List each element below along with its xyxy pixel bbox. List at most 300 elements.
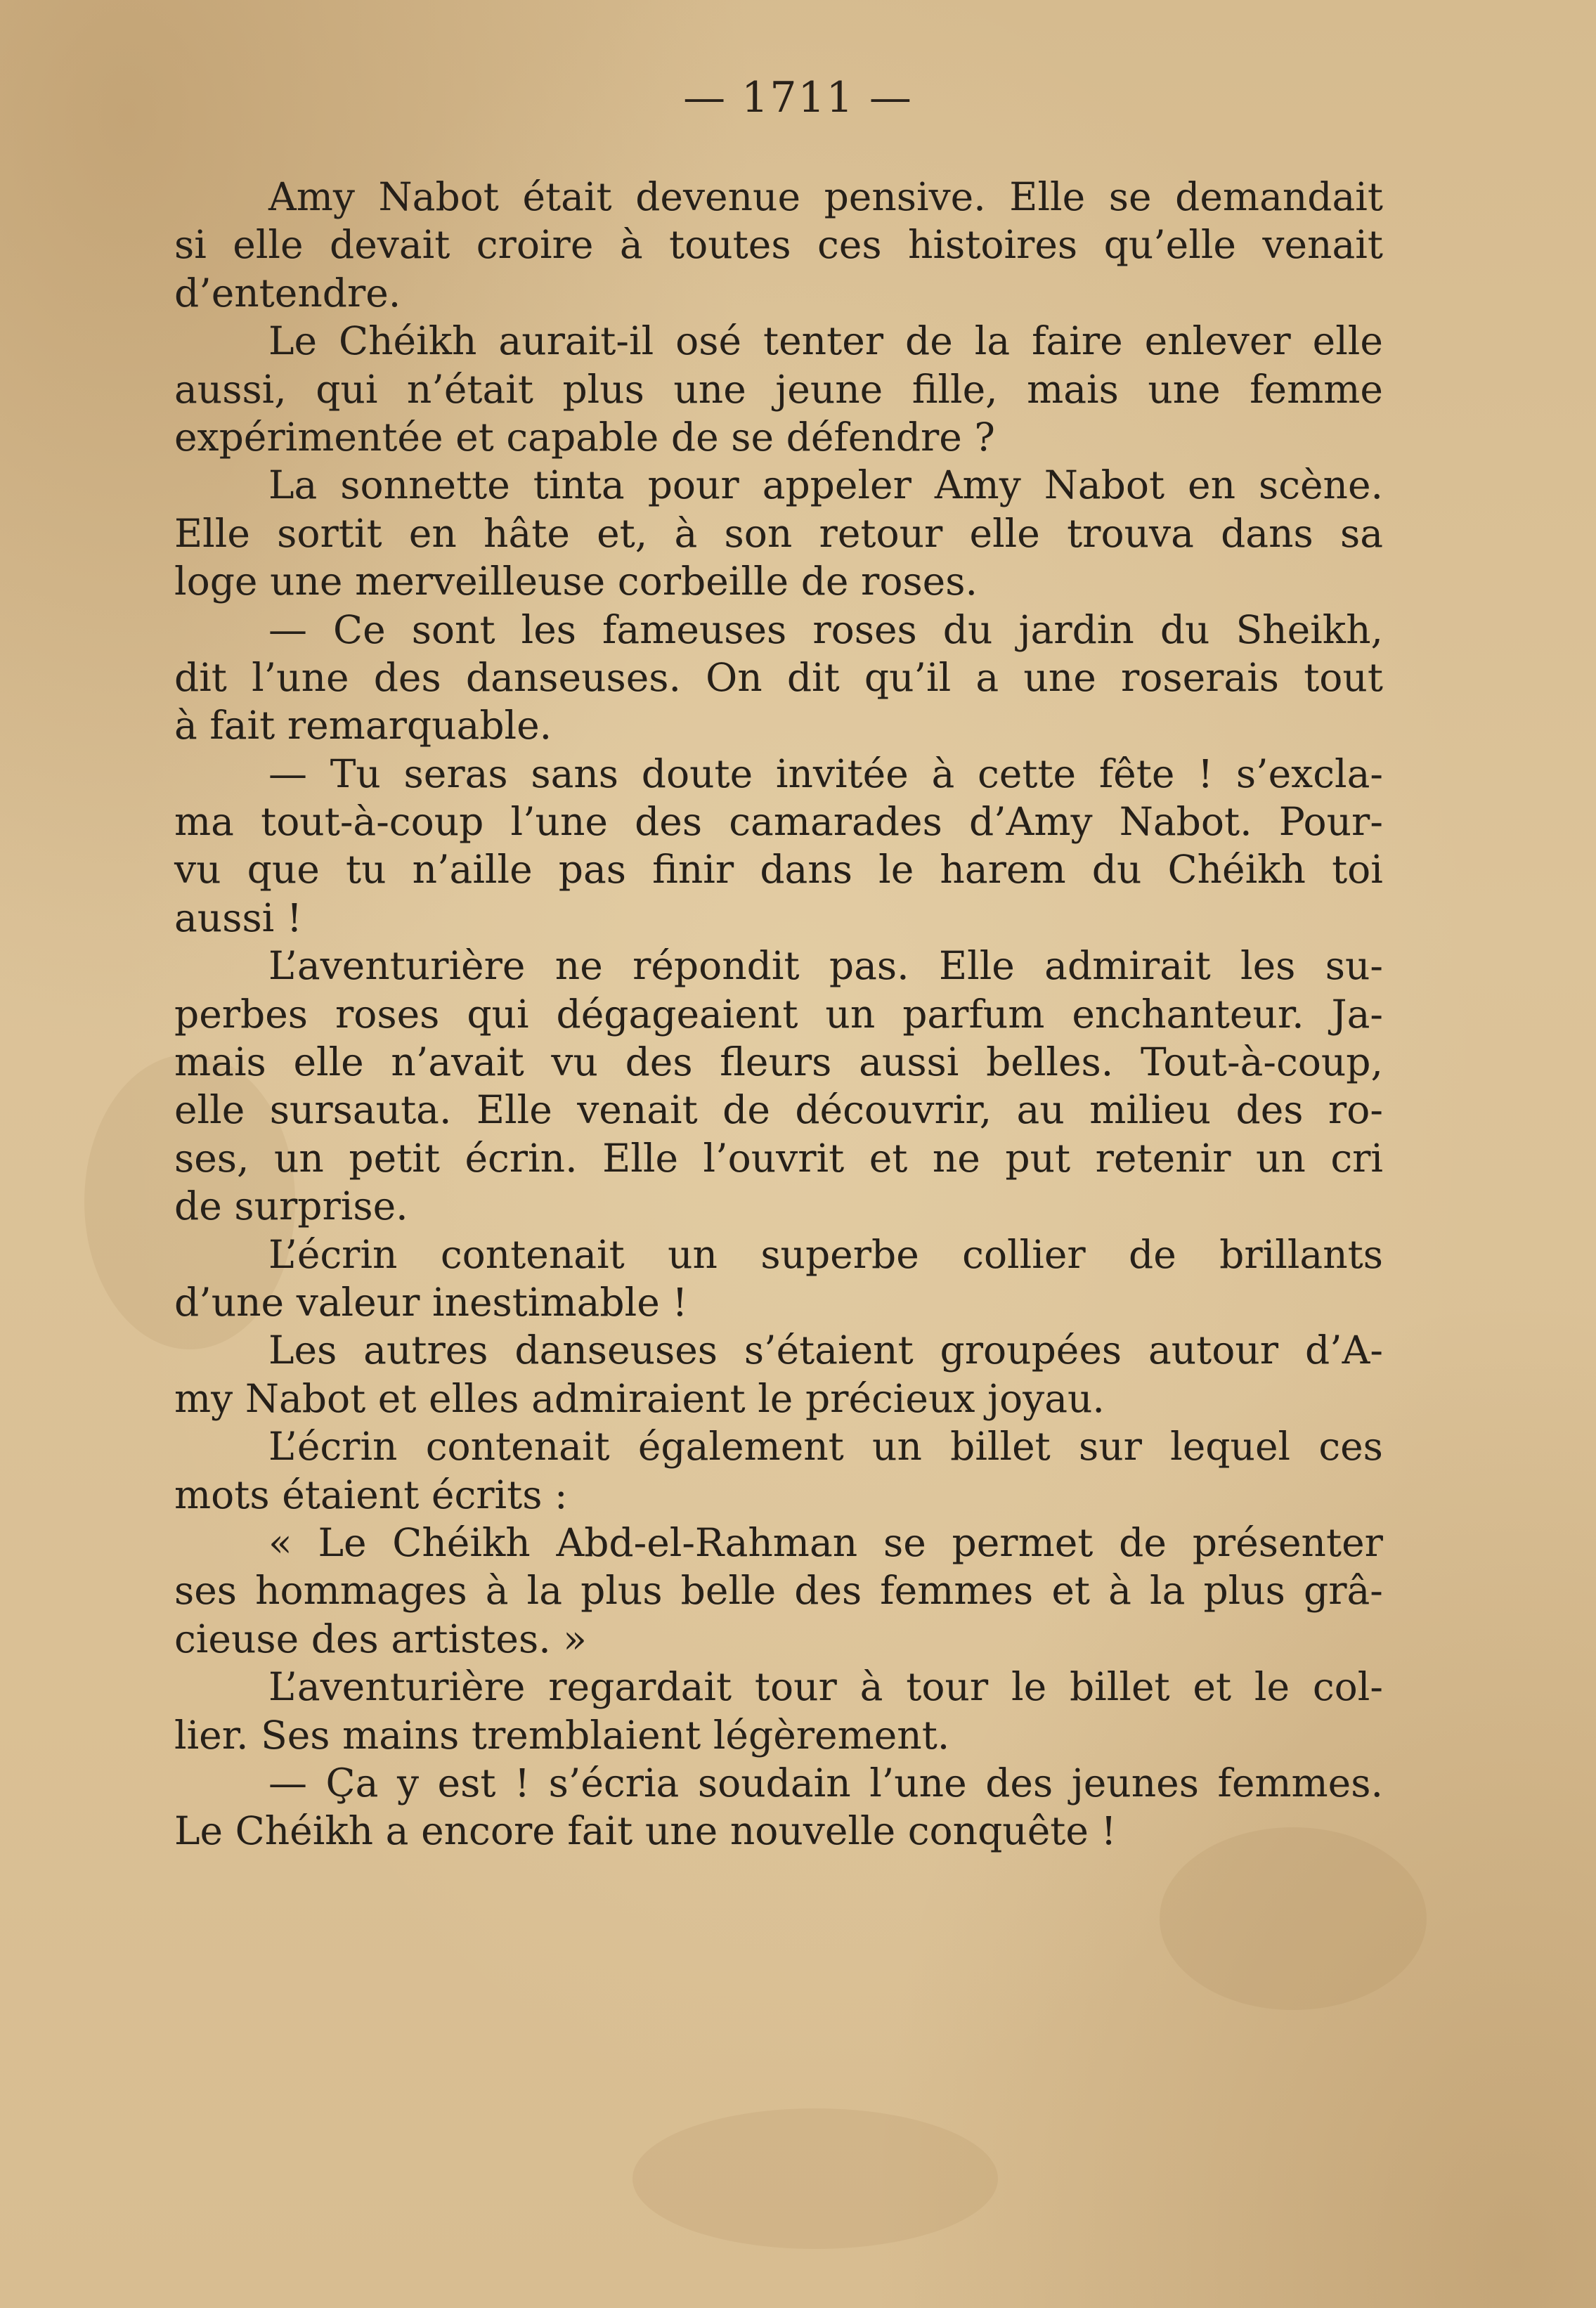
word: femmes [880, 1568, 1034, 1614]
word: y [396, 1760, 420, 1805]
word: une [1023, 654, 1096, 700]
word: également [637, 1424, 844, 1470]
word: Nabot [378, 174, 499, 219]
word: fameuses [602, 607, 787, 652]
word: conquête [907, 1808, 1089, 1854]
word: faire [1032, 318, 1123, 364]
word: surprise. [234, 1184, 408, 1229]
text-line [174, 942, 1383, 990]
word: présenter [1192, 1519, 1383, 1565]
word: répondit [632, 943, 800, 989]
word: roserais [1120, 654, 1280, 700]
text-line [174, 1182, 1383, 1230]
word: artistes. [391, 1616, 551, 1661]
word: son [724, 510, 793, 556]
word: le [1254, 1664, 1290, 1710]
word: joyau. [987, 1375, 1105, 1421]
word: sa [1339, 510, 1383, 556]
text-line [174, 750, 1383, 798]
word: groupées [940, 1328, 1122, 1373]
word: belle [680, 1568, 777, 1614]
word: billet [1069, 1664, 1170, 1710]
word: au [1016, 1087, 1065, 1133]
word: un [872, 1424, 922, 1470]
word: elle [1312, 318, 1383, 364]
word: Abd-el-Rahman [556, 1519, 858, 1565]
word: à [174, 703, 197, 748]
word: un [1255, 1135, 1306, 1181]
word: pas. [829, 943, 909, 989]
word: de [670, 414, 719, 460]
word: harem [940, 847, 1066, 893]
word: sortit [277, 510, 382, 556]
word: my [174, 1375, 233, 1421]
word: — [268, 607, 307, 652]
word: enlever [1144, 318, 1291, 364]
word: ne [554, 943, 603, 989]
word: retenir [1095, 1135, 1231, 1181]
word: Chéikh [1167, 847, 1306, 893]
word: tour [906, 1664, 989, 1710]
word: n’était [406, 366, 533, 412]
word: Chéikh [339, 318, 477, 364]
word: su- [1325, 943, 1383, 989]
word: soudain [697, 1760, 851, 1805]
word: milieu [1089, 1087, 1212, 1133]
word: lier. [174, 1712, 249, 1758]
word: sur [1078, 1424, 1142, 1470]
word: des [625, 1039, 693, 1085]
word: dit [174, 654, 227, 700]
word: scène. [1258, 462, 1383, 508]
word: une [644, 1808, 718, 1854]
word: qui [316, 366, 378, 412]
text-line [174, 606, 1383, 654]
word: une [673, 366, 746, 412]
word: pas [558, 847, 627, 893]
word: roses. [861, 559, 978, 604]
word: vu [551, 1039, 598, 1085]
word: plus [562, 366, 644, 412]
word: si [174, 222, 207, 268]
word: fleurs [720, 1039, 832, 1085]
word: hommages [255, 1568, 467, 1614]
word: cieuse [174, 1616, 299, 1661]
word: femme [1250, 366, 1383, 412]
word: admirait [1044, 943, 1211, 989]
word: hâte [484, 510, 570, 556]
word: mots [174, 1472, 270, 1517]
word: Nabot [1044, 462, 1165, 508]
word: d’une [174, 1279, 285, 1325]
word: sursauta. [269, 1087, 452, 1133]
word: Pour- [1278, 799, 1383, 845]
word: vu [174, 847, 221, 893]
word: brillants [1219, 1231, 1383, 1277]
word: ces [1318, 1424, 1383, 1470]
word: tremblaient [471, 1712, 701, 1758]
word: capable [506, 414, 659, 460]
word: ! [672, 1279, 688, 1325]
word: grâ- [1303, 1568, 1383, 1614]
word: en [408, 510, 457, 556]
text-line [174, 1615, 1383, 1663]
word: ! [1198, 751, 1214, 796]
word: femmes. [1217, 1760, 1383, 1805]
word: se [731, 414, 774, 460]
word: ! [1101, 1808, 1117, 1854]
word: appeler [762, 462, 911, 508]
body-text [174, 173, 1383, 1855]
word: à [674, 510, 698, 556]
word: plus [580, 1568, 663, 1614]
word: roses [812, 607, 917, 652]
word: ses, [174, 1135, 249, 1181]
word: a [975, 654, 999, 700]
word: découvrir, [795, 1087, 992, 1133]
word: Ja- [1331, 991, 1383, 1037]
word: à [619, 222, 643, 268]
word: billet [950, 1424, 1051, 1470]
word: s’écria [548, 1760, 680, 1805]
word: les [521, 607, 576, 652]
word: sont [411, 607, 495, 652]
word: put [1005, 1135, 1071, 1181]
word: la [974, 318, 1011, 364]
word: dans [760, 847, 852, 893]
word: défendre [786, 414, 962, 460]
word: et [1051, 1568, 1091, 1614]
word: : [554, 1472, 568, 1517]
word: est [437, 1760, 496, 1805]
word: à [859, 1664, 883, 1710]
word: inestimable [432, 1279, 660, 1325]
word: fête [1098, 751, 1175, 796]
word: regardait [548, 1664, 732, 1710]
text-line [174, 1086, 1383, 1134]
word: parfum [902, 991, 1045, 1037]
word: écrits [431, 1472, 543, 1517]
word: du [942, 607, 993, 652]
word: toutes [669, 222, 791, 268]
word: perbes [174, 991, 309, 1037]
word: tenter [763, 318, 884, 364]
word: Elle [476, 1087, 552, 1133]
word: s’étaient [744, 1328, 914, 1373]
word: L’aventurière [268, 943, 526, 989]
word: des [794, 1568, 862, 1614]
word: de [905, 318, 953, 364]
word: se [1108, 174, 1152, 219]
text-line [174, 173, 1383, 221]
word: mais [174, 1039, 266, 1085]
word: Nabot [245, 1375, 366, 1421]
word: s’excla- [1235, 751, 1383, 796]
word: invitée [775, 751, 909, 796]
word: de [174, 1184, 222, 1229]
text-line [174, 1471, 1383, 1519]
text-line [174, 654, 1383, 701]
word: se [883, 1519, 926, 1565]
word: elle [174, 1087, 245, 1133]
word: dégageaient [556, 991, 798, 1037]
word: contenait [425, 1424, 610, 1470]
word: cri [1330, 1135, 1383, 1181]
word: une [1148, 366, 1221, 412]
word: superbe [760, 1231, 919, 1277]
word: Tout-à-coup, [1140, 1039, 1383, 1085]
word: en [1188, 462, 1236, 508]
word: L’écrin [268, 1424, 398, 1470]
text-line [174, 461, 1383, 509]
word: enchanteur. [1072, 991, 1304, 1037]
word: l’une [510, 799, 608, 845]
word: à [485, 1568, 509, 1614]
word: Amy [934, 462, 1021, 508]
word: Tu [330, 751, 381, 796]
text-line [174, 317, 1383, 365]
word: aussi [174, 895, 275, 940]
word: expérimentée [174, 414, 443, 460]
text-line [174, 1278, 1383, 1326]
word: Le [268, 318, 318, 364]
word: l’ouvrit [703, 1135, 845, 1181]
word: devenue [635, 174, 800, 219]
word: des [635, 799, 703, 845]
word: du [1091, 847, 1142, 893]
word: ma [174, 799, 234, 845]
word: précieux [805, 1375, 975, 1421]
text-line [174, 221, 1383, 268]
word: le [878, 847, 914, 893]
word: qu’elle [1103, 222, 1236, 268]
word: ! [514, 1760, 531, 1805]
word: d’entendre. [174, 270, 401, 316]
word: Elle [938, 943, 1015, 989]
word: à [1108, 1568, 1131, 1614]
word: danseuses [514, 1328, 718, 1373]
word: ? [974, 414, 995, 460]
word: toi [1332, 847, 1383, 893]
word: histoires [908, 222, 1078, 268]
text-line [174, 1375, 1383, 1422]
text-line [174, 365, 1383, 413]
text-line [174, 1038, 1383, 1086]
word: autres [363, 1328, 488, 1373]
text-line [174, 990, 1383, 1038]
word: aurait-il [498, 318, 654, 364]
word: dit [786, 654, 840, 700]
word: était [522, 174, 612, 219]
word: sonnette [340, 462, 510, 508]
word: fait [209, 703, 275, 748]
word: plus [1203, 1568, 1285, 1614]
word: la [1149, 1568, 1186, 1614]
word: mains [342, 1712, 460, 1758]
word: ro- [1328, 1087, 1383, 1133]
word: de [722, 1087, 770, 1133]
word: et, [597, 510, 648, 556]
text-line [174, 1663, 1383, 1711]
word: ces [817, 222, 882, 268]
word: roses [335, 991, 440, 1037]
text-line [174, 413, 1383, 461]
word: de [1129, 1231, 1176, 1277]
text-line [174, 1567, 1383, 1614]
word: des [1235, 1087, 1304, 1133]
text-line [174, 510, 1383, 557]
word: un [668, 1231, 718, 1277]
word: osé [675, 318, 742, 364]
word: et [377, 1375, 417, 1421]
word: du [1160, 607, 1210, 652]
word: Le [174, 1808, 223, 1854]
word: venait [1262, 222, 1383, 268]
word: le [1011, 1664, 1047, 1710]
word: L’écrin [268, 1231, 398, 1277]
word: doute [641, 751, 753, 796]
word: Elle [1009, 174, 1086, 219]
word: » [563, 1616, 587, 1661]
word: à [931, 751, 955, 796]
word: nouvelle [729, 1808, 896, 1854]
word: Le [318, 1519, 367, 1565]
word: de [800, 559, 849, 604]
text-line [174, 845, 1383, 893]
word: « [268, 1519, 292, 1565]
word: de [1119, 1519, 1167, 1565]
word: venait [577, 1087, 698, 1133]
word: camarades [729, 799, 942, 845]
word: merveilleuse [355, 559, 606, 604]
word: la [526, 1568, 563, 1614]
word: retour [819, 510, 943, 556]
text-line [174, 1759, 1383, 1807]
word: Ce [333, 607, 386, 652]
word: tout [1304, 654, 1383, 700]
word: d’A- [1304, 1328, 1383, 1373]
word: valeur [296, 1279, 420, 1325]
word: qu’il [864, 654, 952, 700]
word: pour [647, 462, 739, 508]
word: a [385, 1808, 409, 1854]
text-line [174, 1326, 1383, 1374]
word: — [268, 751, 307, 796]
word: elles [429, 1375, 519, 1421]
text-line [174, 1231, 1383, 1278]
word: encore [421, 1808, 555, 1854]
word: pensive. [824, 174, 986, 219]
text-line [174, 798, 1383, 845]
word: remarquable. [287, 703, 552, 748]
word: col- [1312, 1664, 1383, 1710]
word: Ses [261, 1712, 330, 1758]
word: légèrement. [713, 1712, 950, 1758]
word: tout-à-coup [261, 799, 484, 845]
word: aussi [859, 1039, 959, 1085]
word: jeunes [1071, 1760, 1199, 1805]
word: La [268, 462, 318, 508]
word: L’aventurière [268, 1664, 526, 1710]
word: elle [233, 222, 304, 268]
word: et [869, 1135, 908, 1181]
word: tour [754, 1664, 837, 1710]
word: devait [329, 222, 450, 268]
word: croire [476, 222, 594, 268]
word: l’une [869, 1760, 967, 1805]
paper-stain [632, 2108, 998, 2249]
word: mais [1027, 366, 1119, 412]
word: jeune [775, 366, 883, 412]
word: corbeille [617, 559, 789, 604]
word: d’Amy [968, 799, 1093, 845]
word: elle [969, 510, 1040, 556]
word: admiraient [531, 1375, 746, 1421]
word: Elle [174, 510, 250, 556]
word: Les [268, 1328, 337, 1373]
word: Chéikh [392, 1519, 531, 1565]
word: ne [932, 1135, 980, 1181]
word: lequel [1170, 1424, 1291, 1470]
word: et [1193, 1664, 1232, 1710]
word: contenait [440, 1231, 625, 1277]
word: On [706, 654, 763, 700]
word: qui [467, 991, 529, 1037]
text-line [174, 701, 1383, 749]
word: tu [345, 847, 387, 893]
word: n’aille [412, 847, 533, 893]
word: écrin. [465, 1135, 578, 1181]
word: cette [977, 751, 1077, 796]
word: étaient [282, 1472, 420, 1517]
word: Ça [325, 1760, 379, 1805]
text-line [174, 1519, 1383, 1567]
page-number: — 1711 — [683, 73, 913, 122]
word: collier [962, 1231, 1086, 1277]
word: Nabot. [1119, 799, 1252, 845]
word: permet [952, 1519, 1094, 1565]
word: autour [1148, 1328, 1279, 1373]
word: Sheikh, [1235, 607, 1383, 652]
word: petit [349, 1135, 440, 1181]
word: Chéikh [235, 1808, 374, 1854]
word: demandait [1175, 174, 1383, 219]
word: Elle [602, 1135, 678, 1181]
text-line [174, 269, 1383, 317]
word: des [373, 654, 441, 700]
word: ses [174, 1568, 237, 1614]
word: aussi, [174, 366, 287, 412]
word: seras [403, 751, 508, 796]
text-line [174, 1422, 1383, 1470]
word: dans [1221, 510, 1313, 556]
word: et [455, 414, 494, 460]
word: le [758, 1375, 793, 1421]
word: finir [652, 847, 734, 893]
text-line [174, 1807, 1383, 1855]
word: jardin [1018, 607, 1134, 652]
text-line [174, 1711, 1383, 1759]
word: — [268, 1760, 307, 1805]
word: tinta [533, 462, 625, 508]
word: fille, [911, 366, 998, 412]
word: elle [293, 1039, 364, 1085]
word: n’avait [391, 1039, 524, 1085]
word: loge [174, 559, 258, 604]
word: un [825, 991, 876, 1037]
word: des [985, 1760, 1053, 1805]
word: ! [286, 895, 302, 940]
